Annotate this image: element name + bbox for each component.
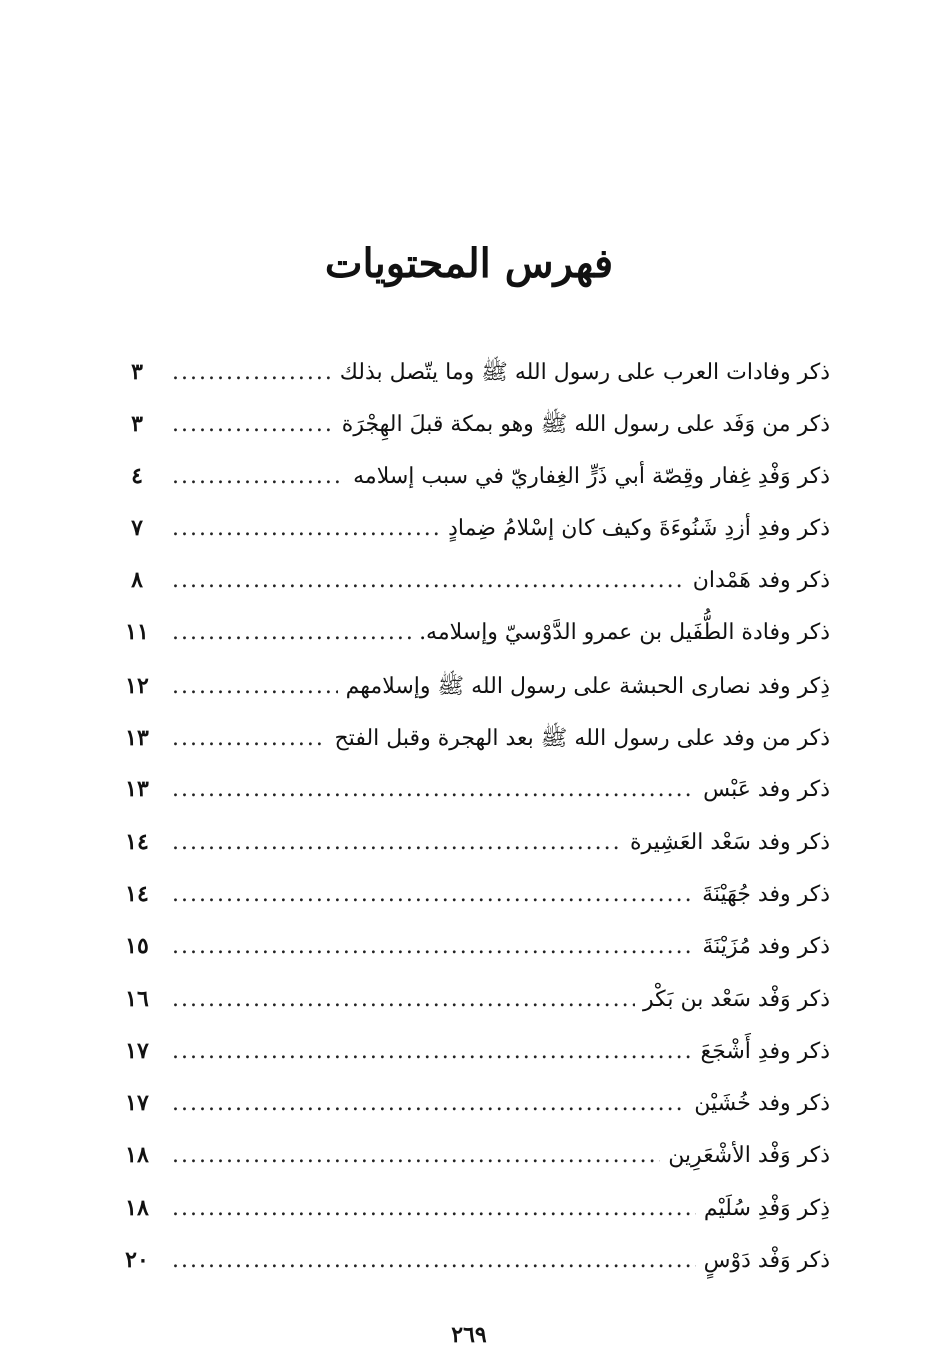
entry-page-number: ١٣ [125,776,149,803]
page-number-footer: ٢٦٩ [451,1322,487,1348]
dot-leader [172,464,345,489]
entry-page-number: ٧ [131,514,143,541]
entry-page-number: ١٤ [125,880,149,907]
entry-title: ذكر من وفد على رسول الله ﷺ بعد الهجرة وقبل الفتح [334,726,830,752]
entry-page-number: ١٧ [125,1090,149,1117]
toc-entry [108,672,830,724]
table-of-contents [108,358,830,1299]
entry-title: ذكر وفد خُشَيْن [694,1091,830,1117]
entry-page-number: ١٢ [125,672,149,699]
entry-title: ذكر وفادات العرب على رسول الله ﷺ وما يتّصل بذلك [339,360,830,385]
entry-page-number: ١٨ [125,1142,149,1169]
entry-page-number: ١٨ [125,1194,149,1221]
entry-page-number: ١٥ [125,933,149,960]
toc-entry [108,881,830,933]
dot-leader [172,1039,692,1064]
dot-leader [172,934,694,959]
entry-page-number: ١١ [125,619,149,646]
entry-title: ذكر وَفْد الأشْعَرِين [668,1143,830,1169]
dot-leader [172,987,635,1012]
toc-entry [108,1142,830,1194]
entry-title: ذكر وفد جُهَيْنَةَ [702,881,830,907]
entry-page-number: ٢٠ [125,1247,149,1274]
entry-page-number: ١٦ [125,985,149,1012]
toc-entry [108,986,830,1038]
dot-leader [172,360,332,385]
entry-page-number: ٣ [131,359,143,385]
dot-leader [172,726,326,751]
dot-leader [172,674,338,699]
dot-leader [172,882,694,907]
entry-title: ذكر وفد هَمْدان [692,568,830,594]
dot-leader [172,830,622,855]
toc-entry [108,1195,830,1247]
toc-entry [108,619,830,671]
toc-entry [108,933,830,985]
dot-leader [172,1196,696,1221]
entry-page-number: ٣ [131,411,143,438]
entry-page-number: ١٧ [125,1037,149,1064]
dot-leader [172,620,411,645]
dot-leader [172,1248,696,1273]
entry-page-number: ١٣ [125,725,149,752]
dot-leader [172,1143,660,1168]
entry-title: ذكر وفد عَبْس [703,777,830,803]
entry-page-number: ٨ [131,567,143,594]
toc-entry [108,776,830,828]
entry-title: ذكر وفادة الطُّفَيل بن عمرو الدَّوْسيّ وإسلامه. [419,620,830,646]
toc-entry [108,410,830,462]
toc-entry [108,1090,830,1142]
entry-title: ذكر وَفْد سَعْد بن بَكْر [643,986,830,1012]
entry-title: ذكر وفد مُزَيْنَةَ [702,934,830,960]
dot-leader [172,1091,686,1116]
toc-entry [108,463,830,515]
dot-leader [172,777,695,802]
entry-title: ذكر وَفْدِ غِفار وقِصّة أبي ذَرٍّ الغِفاريّ في سبب إسلامه [353,463,830,489]
toc-entry [108,724,830,776]
entry-page-number: ١٤ [125,828,149,855]
entry-title: ذكر من وَفَد على رسول الله ﷺ وهو بمكة قبلَ الهِجْرَة [341,412,830,438]
entry-page-number: ٤ [131,462,143,489]
entry-title: ذِكر وفد نصارى الحبشة على رسول الله ﷺ وإسلامهم [345,673,830,699]
entry-title: ذِكر وَفْدِ سُلَيْم [703,1195,830,1221]
toc-entry [108,358,830,410]
toc-entry [108,567,830,619]
toc-entry [108,1038,830,1090]
dot-leader [172,568,685,593]
toc-entry [108,515,830,567]
entry-title: ذكر وَفْد دَوْسٍ [703,1248,830,1274]
dot-leader [172,412,334,437]
dot-leader [172,516,440,541]
entry-title: ذكر وفدِ أَشْجَعَ [700,1038,830,1064]
page-title: فهرس المحتويات [324,240,614,287]
entry-title: ذكر وفد سَعْد العَشِيرة [629,829,830,855]
toc-entry [108,1247,830,1299]
toc-entry [108,829,830,881]
entry-title: ذكر وفدِ أزدِ شَنُوءَةَ وكيف كان إسْلامُ ضِمادٍ [448,515,830,541]
